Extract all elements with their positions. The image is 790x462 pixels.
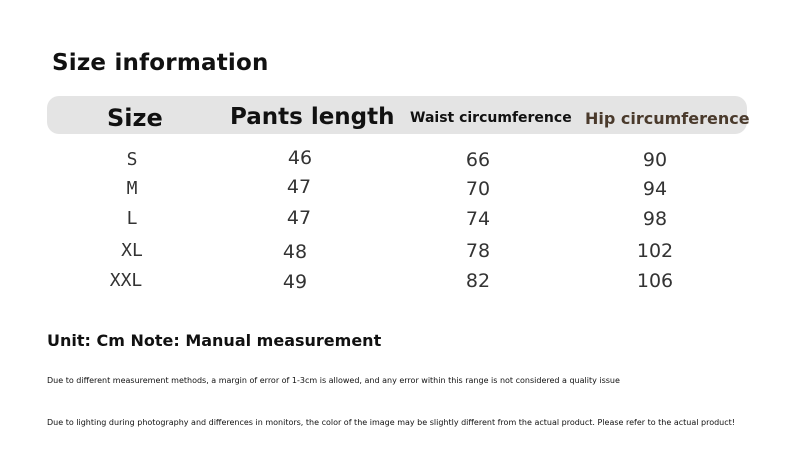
table-cell-waist: 66	[465, 149, 491, 171]
table-cell-hip: 94	[642, 178, 668, 200]
table-cell-pants-length: 49	[282, 271, 308, 293]
color-disclaimer: Due to lighting during photography and differences in monitors, the color of the image may be slightly different from the actual product. Please refer to the actual product!	[47, 418, 735, 427]
table-cell-size: XL	[121, 240, 143, 261]
header-size: Size	[107, 104, 163, 132]
unit-note: Unit: Cm Note: Manual measurement	[47, 331, 382, 350]
table-cell-waist: 74	[465, 208, 491, 230]
table-cell-hip: 98	[642, 208, 668, 230]
page-title: Size information	[52, 50, 269, 76]
table-cell-size: L	[126, 208, 138, 229]
table-cell-pants-length: 47	[286, 176, 312, 198]
table-cell-size: M	[126, 178, 138, 199]
table-cell-size: XXL	[109, 270, 143, 291]
header-hip-circumference: Hip circumference	[585, 109, 750, 128]
header-waist-circumference: Waist circumference	[410, 110, 572, 126]
table-cell-waist: 70	[465, 178, 491, 200]
table-cell-hip: 106	[636, 270, 674, 292]
header-pants-length: Pants length	[230, 104, 395, 130]
table-cell-pants-length: 46	[287, 147, 313, 169]
table-cell-pants-length: 47	[286, 207, 312, 229]
table-cell-hip: 102	[636, 240, 674, 262]
table-cell-size: S	[126, 149, 138, 170]
table-cell-waist: 82	[465, 270, 491, 292]
table-cell-pants-length: 48	[282, 241, 308, 263]
table-cell-hip: 90	[642, 149, 668, 171]
table-cell-waist: 78	[465, 240, 491, 262]
measurement-disclaimer: Due to different measurement methods, a margin of error of 1-3cm is allowed, and any error within this range is not considered a quality issue	[47, 376, 620, 385]
